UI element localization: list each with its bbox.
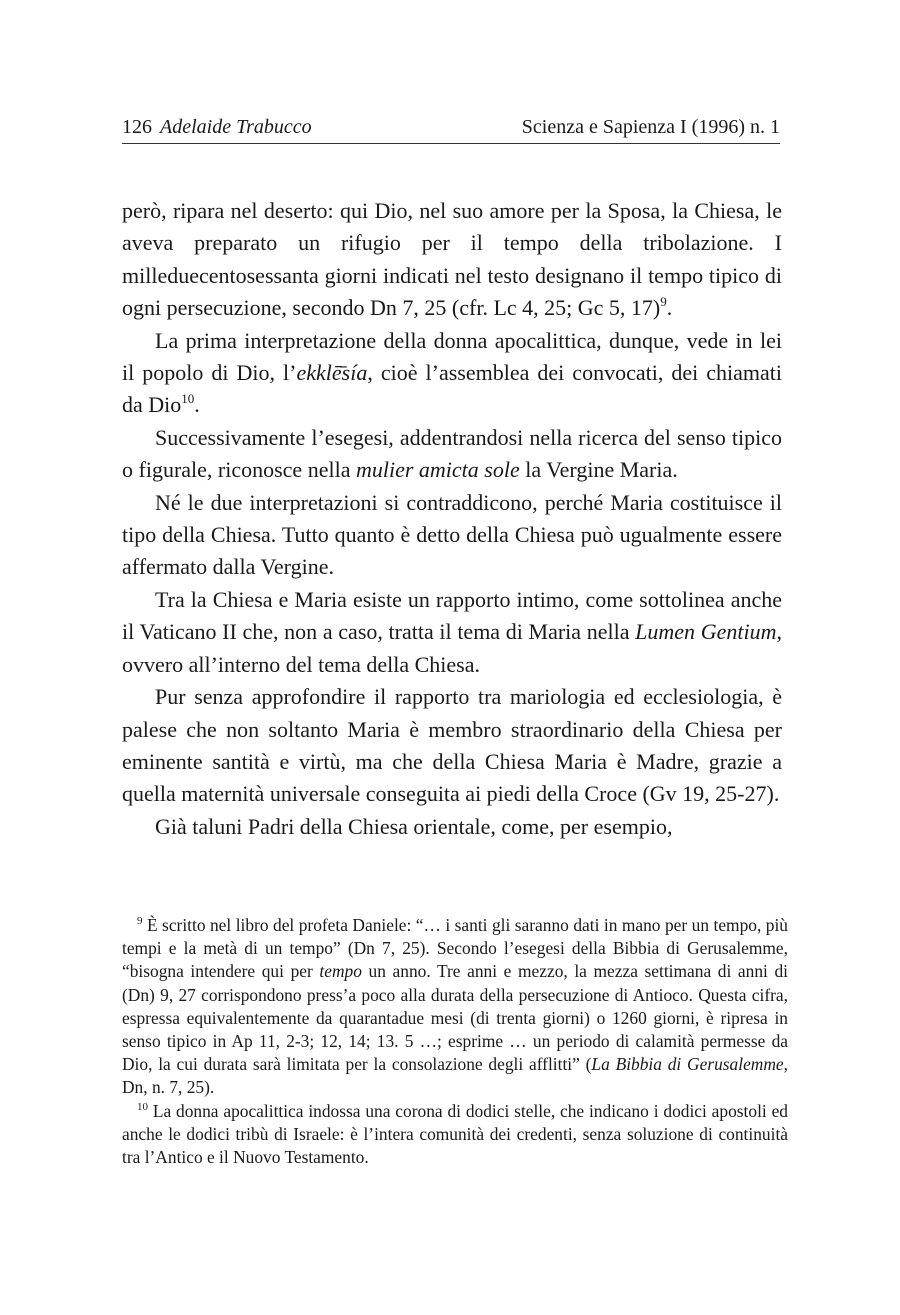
body-text	[122, 195, 782, 843]
footnote-10-text: La donna apocalittica indossa una corona di dodici stelle, che indicano i dodici apostoli ed anche le dodici tribù di Israele: è l’intera comunità dei credenti, senza soluzione di continuità tra l’Antico e il Nuovo Testamento.	[122, 1100, 788, 1168]
header-author: Adelaide Trabucco	[160, 116, 312, 138]
paragraph-2-text-b: , cioè l’assemblea dei convocati, dei chiamati da Dio	[122, 360, 782, 418]
paragraph-6: Pur senza approfondire il rapporto tra mariologia ed ecclesiologia, è palese che non soltanto Maria è membro straordinario della Chiesa per eminente santità e virtù, ma che della Chiesa Maria è Madre, grazie a quella maternità universale conseguita ai piedi della Croce (Gv 19, 25-27).	[122, 684, 782, 807]
paragraph-5	[122, 584, 782, 681]
footnote-9-text-c: , Dn, n. 7, 25).	[122, 1054, 788, 1098]
paragraph-5-text-a: Tra la Chiesa e Maria esiste un rapporto intimo, come sottolinea anche il Vaticano II che, non a caso, tratta il tema di Maria nella	[122, 586, 782, 645]
document-title: Lumen Gentium	[635, 619, 777, 645]
paragraph-2	[122, 325, 782, 422]
footnote-ref-10[interactable]: 10	[181, 391, 195, 407]
footnote-9-term: tempo	[319, 961, 362, 982]
paragraph-5-text-b: , ovvero all’interno del tema della Chiesa.	[122, 619, 782, 677]
footnote-9-source: La Bibbia di Gerusalemme	[591, 1054, 784, 1075]
footnote-9-text-a: È scritto nel libro del profeta Daniele: “… i santi gli saranno dati in mano per un tempo, più tempi e la metà di un tempo” (Dn 7, 25). Secondo l’esegesi della Bibbia di Gerusalemme, “bisogna intendere qui per	[122, 915, 788, 982]
footnote-ref-9[interactable]: 9	[660, 294, 667, 310]
paragraph-3	[122, 422, 782, 487]
footnote-9-text-b: un anno. Tre anni e mezzo, la mezza settimana di anni di (Dn) 9, 27 corrispondono press’a poco alla durata della persecuzione di Antioco. Questa cifra, espressa equivalentemente da quarantadue mesi (di trenta giorni) o 1260 giorni, è ripresa in senso tipico in Ap 11, 2-3; 12, 14; 13. 5 …; esprime … un periodo di calamità permesse da Dio, la cui durata sarà limitata per la consolazione degli afflitti” (	[122, 961, 788, 1075]
footnote-10-mark: 10	[137, 1100, 148, 1113]
paragraph-1-text: però, ripara nel deserto: qui Dio, nel suo amore per la Sposa, la Chiesa, le aveva preparato un rifugio per il tempo della tribolazione. I milleduecentosessanta giorni indicati nel testo designano il tempo tipico di ogni persecuzione, secondo Dn 7, 25 (cfr. Lc 4, 25; Gc 5, 17)	[122, 198, 782, 321]
paragraph-3-text-a: Successivamente l’esegesi, addentrandosi nella ricerca del senso tipico o figurale, riconosce nella	[122, 424, 782, 483]
footnotes	[122, 914, 788, 1169]
greek-term: ekklē̄sía	[296, 360, 368, 386]
paragraph-4: Né le due interpretazioni si contraddicono, perché Maria costituisce il tipo della Chiesa. Tutto quanto è detto della Chiesa può ugualmente essere affermato dalla Vergine.	[122, 489, 782, 580]
paragraph-7: Già taluni Padri della Chiesa orientale, come, per esempio,	[155, 813, 673, 839]
header-left	[122, 114, 312, 140]
paragraph-3-text-b: la Vergine Maria.	[519, 457, 678, 483]
paragraph-1-end: .	[666, 295, 673, 321]
page-number: 126	[122, 116, 152, 138]
paragraph-2-end: .	[194, 392, 200, 418]
paragraph-2-text-a: La prima interpretazione della donna apocalittica, dunque, vede in lei il popolo di Dio, l’	[122, 327, 782, 386]
footnote-9-mark: 9	[137, 915, 143, 927]
header-journal: Scienza e Sapienza I (1996) n. 1	[521, 116, 780, 138]
paragraph-1	[122, 195, 782, 325]
running-header	[122, 114, 780, 144]
footnote-9	[122, 914, 788, 1100]
latin-term: mulier amicta sole	[355, 457, 520, 483]
footnote-10	[122, 1100, 788, 1170]
